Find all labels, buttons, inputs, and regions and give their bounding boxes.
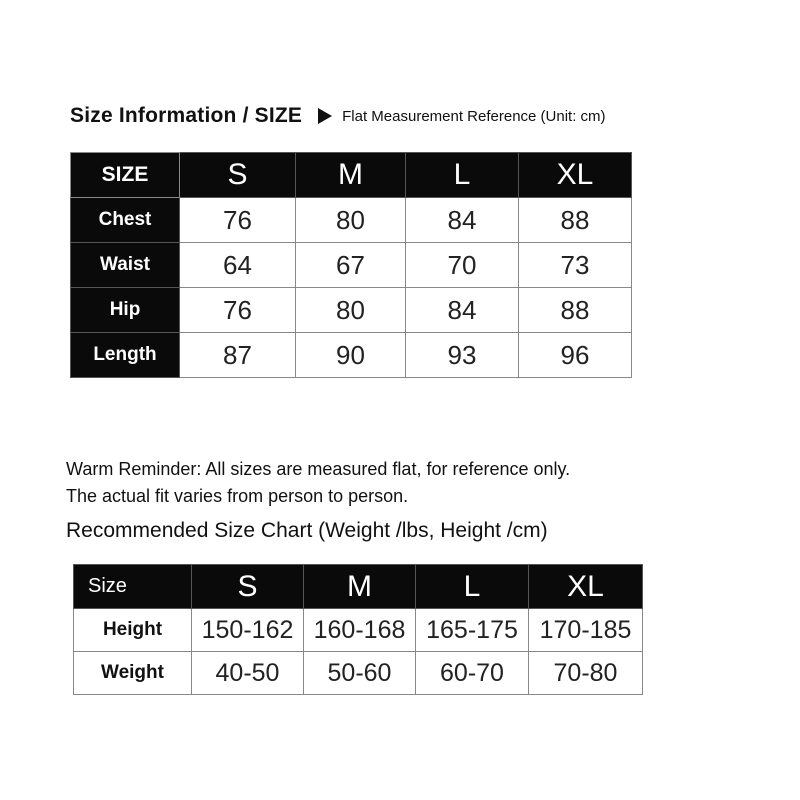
table-cell: 84: [406, 198, 519, 243]
table-row: [74, 609, 643, 652]
rec-header-l: L: [416, 565, 529, 609]
rec-table-corner: Size: [74, 565, 192, 609]
reminder-line-1: Warm Reminder: All sizes are measured flat, for reference only.: [66, 459, 571, 479]
row-label-height: Height: [74, 609, 192, 652]
size-table: [70, 152, 632, 378]
table-cell: 165-175: [416, 609, 529, 652]
play-arrow-icon: [318, 108, 332, 124]
title-subtitle: Flat Measurement Reference (Unit: cm): [342, 107, 606, 125]
rec-header-s: S: [192, 565, 304, 609]
size-header-s: S: [180, 153, 296, 198]
page-title: [70, 101, 606, 131]
row-label-chest: Chest: [71, 198, 180, 243]
size-table-header-row: [71, 153, 632, 198]
table-cell: 70-80: [529, 652, 643, 695]
table-cell: 170-185: [529, 609, 643, 652]
rec-header-xl: XL: [529, 565, 643, 609]
table-row: [74, 652, 643, 695]
size-header-m: M: [296, 153, 406, 198]
row-label-weight: Weight: [74, 652, 192, 695]
table-row: [71, 243, 632, 288]
recommended-size-table: [73, 564, 643, 695]
table-row: [71, 333, 632, 378]
table-cell: 76: [180, 288, 296, 333]
table-cell: 50-60: [304, 652, 416, 695]
table-cell: 70: [406, 243, 519, 288]
row-label-hip: Hip: [71, 288, 180, 333]
table-cell: 80: [296, 198, 406, 243]
row-label-waist: Waist: [71, 243, 180, 288]
table-cell: 76: [180, 198, 296, 243]
size-table-corner: SIZE: [71, 153, 180, 198]
table-cell: 88: [519, 288, 632, 333]
size-header-xl: XL: [519, 153, 632, 198]
table-cell: 60-70: [416, 652, 529, 695]
rec-table-header-row: [74, 565, 643, 609]
row-label-length: Length: [71, 333, 180, 378]
table-cell: 40-50: [192, 652, 304, 695]
warm-reminder: [66, 456, 570, 510]
reminder-line-2: The actual fit varies from person to person.: [66, 486, 409, 506]
table-cell: 80: [296, 288, 406, 333]
table-cell: 88: [519, 198, 632, 243]
size-header-l: L: [406, 153, 519, 198]
table-cell: 160-168: [304, 609, 416, 652]
rec-header-m: M: [304, 565, 416, 609]
table-cell: 87: [180, 333, 296, 378]
table-cell: 64: [180, 243, 296, 288]
table-cell: 67: [296, 243, 406, 288]
table-cell: 73: [519, 243, 632, 288]
table-cell: 90: [296, 333, 406, 378]
table-cell: 96: [519, 333, 632, 378]
table-row: [71, 198, 632, 243]
title-main: Size Information / SIZE: [70, 104, 303, 127]
table-cell: 150-162: [192, 609, 304, 652]
table-cell: 84: [406, 288, 519, 333]
table-cell: 93: [406, 333, 519, 378]
table-row: [71, 288, 632, 333]
recommended-title: Recommended Size Chart (Weight /lbs, Height /cm): [66, 519, 548, 542]
